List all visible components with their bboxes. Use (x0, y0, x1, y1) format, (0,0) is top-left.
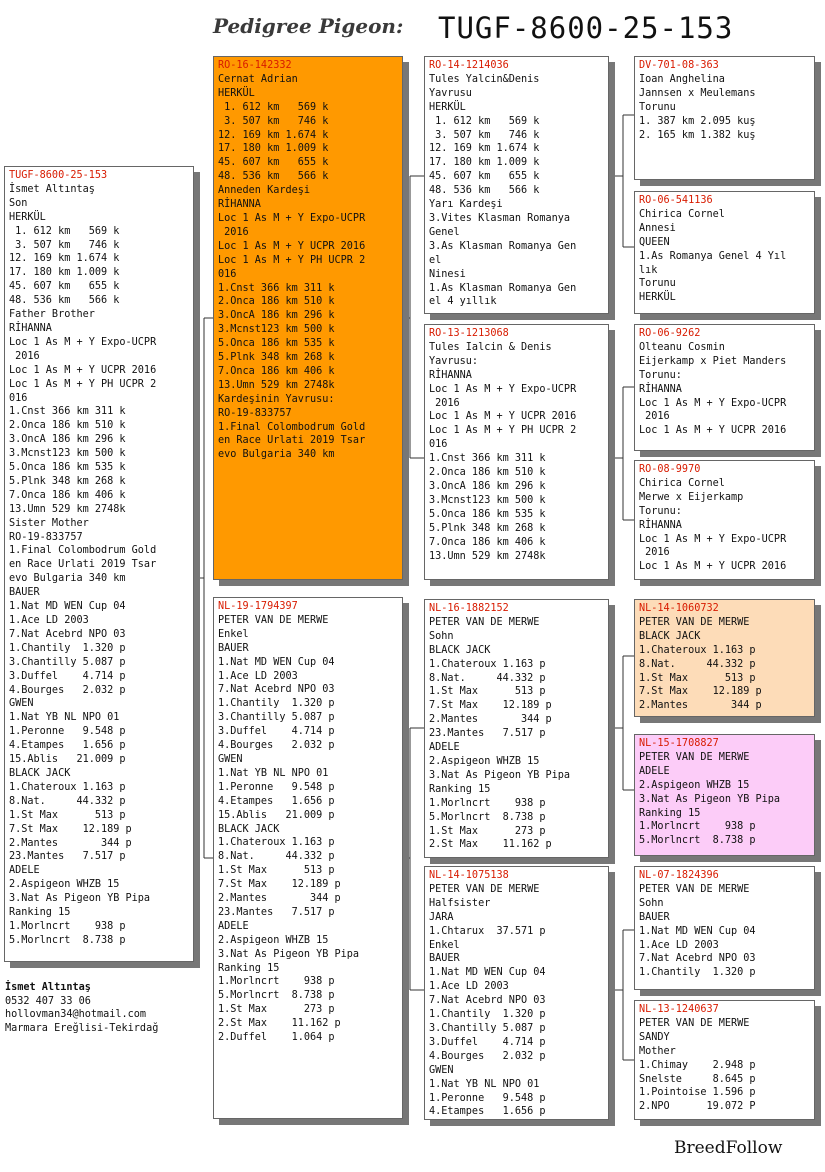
pedigree-line: 4.Etampes 1.656 p (429, 1106, 546, 1118)
pedigree-line: 1. 612 km 569 k (429, 115, 540, 127)
dam-ring-number: NL-19-1794397 (218, 601, 298, 612)
subject-details (9, 183, 190, 948)
pedigree-line: 4.Etampes 1.656 p (218, 795, 335, 807)
pedigree-line: 3. 507 km 746 k (429, 129, 540, 141)
dam-sire-dam-card (634, 734, 815, 856)
pedigree-line: Father Brother (9, 309, 95, 321)
pedigree-line: 7.St Max 12.189 p (9, 823, 132, 835)
pedigree-line: 1.Morlncrt 938 p (639, 821, 756, 833)
pedigree-line: 1.Cnst 366 km 311 k (9, 406, 126, 418)
pedigree-line: 1.Chantily 1.320 p (9, 642, 126, 654)
pedigree-line: Ioan Anghelina (639, 73, 725, 85)
pedigree-line: 17. 180 km 1.009 k (429, 157, 540, 169)
dam-dam-details (429, 883, 605, 1119)
pedigree-line: 2.Duffel 1.064 p (218, 1032, 335, 1044)
pedigree-line: QUEEN (639, 236, 670, 248)
pedigree-line: BAUER (429, 953, 460, 965)
pedigree-line: 3.Mcnst123 km 500 k (429, 494, 546, 506)
pedigree-line: 1.Chantily 1.320 p (218, 698, 335, 710)
dam-card (213, 597, 403, 1119)
ssd-details (639, 208, 811, 305)
pedigree-line: 3.Nat As Pigeon YB Pipa (218, 948, 360, 960)
pedigree-line: 45. 607 km 655 k (429, 171, 540, 183)
pedigree-line: JARA (429, 911, 454, 923)
pedigree-line: ADELE (9, 865, 40, 877)
pedigree-line: Sohn (639, 897, 664, 909)
pedigree-line: 1.Ace LD 2003 (639, 939, 719, 951)
pedigree-line: lık (639, 264, 658, 276)
pedigree-line: evo Bulgaria 340 km (218, 449, 335, 461)
pedigree-line: 2.Onca 186 km 510 k (218, 296, 335, 308)
pedigree-line: 2016 (218, 226, 249, 238)
pedigree-line: PETER VAN DE MERWE (429, 616, 540, 628)
pedigree-line: 5.Onca 186 km 535 k (218, 338, 335, 350)
pedigree-line: 2.Mantes 344 p (9, 837, 132, 849)
pedigree-line: 1.St Max 273 p (429, 825, 546, 837)
pedigree-line: PETER VAN DE MERWE (218, 614, 329, 626)
pedigree-line: 3.Mcnst123 km 500 k (9, 448, 126, 460)
dsd-details (639, 751, 811, 848)
sire-sire-card (424, 56, 609, 314)
sire-card (213, 56, 403, 580)
pedigree-line: Jannsen x Meulemans (639, 87, 756, 99)
pedigree-line: 1.Peronne 9.548 p (218, 781, 335, 793)
dam-sire-sire-card (634, 599, 815, 717)
pedigree-line: Ranking 15 (218, 962, 280, 974)
pedigree-line: 1.Morlncrt 938 p (218, 976, 335, 988)
pedigree-line: ADELE (218, 920, 249, 932)
pedigree-line: Halfsister (429, 897, 491, 909)
pedigree-line: BAUER (639, 911, 670, 923)
pedigree-line: Snelste 8.645 p (639, 1073, 756, 1085)
pedigree-line: 2.NPO 19.072 P (639, 1101, 756, 1113)
pedigree-line: 45. 607 km 655 k (218, 157, 329, 169)
pedigree-line: 3.Chantilly 5.087 p (429, 1022, 546, 1034)
pedigree-line: 016 (218, 268, 237, 280)
pedigree-line: 2.St Max 11.162 p (429, 839, 552, 851)
sire-sire-details (429, 73, 605, 309)
pedigree-line: 3.OncA 186 km 296 k (218, 310, 335, 322)
owner-name: İsmet Altıntaş (5, 982, 91, 993)
pedigree-line: 3.Nat As Pigeon YB Pipa (429, 769, 571, 781)
pedigree-line: Chirica Cornel (639, 477, 725, 489)
pedigree-line: 1. 387 km 2.095 kuş (639, 115, 756, 127)
pedigree-line: PETER VAN DE MERWE (639, 616, 750, 628)
pedigree-line: 1.Nat YB NL NPO 01 (429, 1078, 540, 1090)
pedigree-line: 3.Duffel 4.714 p (218, 726, 335, 738)
pedigree-line: 3.Chantilly 5.087 p (218, 712, 335, 724)
pedigree-line: 1.St Max 513 p (639, 672, 756, 684)
pedigree-line: Olteanu Cosmin (639, 341, 725, 353)
pedigree-line: 48. 536 km 566 k (429, 185, 540, 197)
pedigree-line: HERKÜL (639, 292, 676, 304)
ddd-ring-number: NL-13-1240637 (639, 1004, 719, 1015)
sire-dam-card (424, 324, 609, 580)
pedigree-line: Eijerkamp x Piet Manders (639, 355, 787, 367)
pedigree-line: ADELE (639, 765, 670, 777)
pedigree-line: 1.Chantily 1.320 p (639, 967, 756, 979)
pedigree-line: 5.Plnk 348 km 268 k (9, 475, 126, 487)
pedigree-line: BAUER (9, 587, 40, 599)
pedigree-line: 2. 165 km 1.382 kuş (639, 129, 756, 141)
pedigree-line: Loc 1 As M + Y Expo-UCPR (429, 383, 577, 395)
pedigree-line: 2.Mantes 344 p (218, 893, 341, 905)
pedigree-line: Yavrusu (429, 87, 472, 99)
pedigree-line: Kardeşinin Yavrusu: (218, 393, 335, 405)
dss-ring-number: NL-14-1060732 (639, 603, 719, 614)
sds-details (639, 341, 811, 438)
pedigree-line: HERKÜL (9, 211, 46, 223)
pedigree-line: 13.Umn 529 km 2748k (9, 503, 126, 515)
sss-details (639, 73, 811, 143)
sire-details (218, 73, 399, 462)
pedigree-line: 12. 169 km 1.674 k (218, 129, 329, 141)
pedigree-ring-number: TUGF-8600-25-153 (438, 11, 734, 45)
pedigree-line: 3.Nat As Pigeon YB Pipa (9, 893, 151, 905)
pedigree-line: PETER VAN DE MERWE (639, 751, 750, 763)
pedigree-line: 1.Nat MD WEN Cup 04 (639, 925, 756, 937)
dam-sire-ring-number: NL-16-1882152 (429, 603, 509, 614)
pedigree-line: 1.Final Colombodrum Gold (218, 421, 366, 433)
pedigree-line: GWEN (218, 753, 243, 765)
pedigree-line: RİHANNA (429, 369, 472, 381)
pedigree-line: 2.Aspigeon WHZB 15 (639, 779, 750, 791)
pedigree-line: 8.Nat. 44.332 p (429, 672, 546, 684)
pedigree-line: Loc 1 As M + Y Expo-UCPR (9, 336, 157, 348)
pedigree-line: SANDY (639, 1031, 670, 1043)
pedigree-line: 1.Nat YB NL NPO 01 (9, 712, 120, 724)
pedigree-line: 1.Final Colombodrum Gold (9, 545, 157, 557)
sire-sire-dam-card (634, 191, 815, 314)
pedigree-line: 1.As Romanya Genel 4 Yıl (639, 250, 787, 262)
pedigree-line: HERKÜL (429, 101, 466, 113)
pedigree-line: 3.As Klasman Romanya Gen (429, 240, 577, 252)
pedigree-line: Son (9, 197, 28, 209)
pedigree-line: Mother (639, 1045, 676, 1057)
subject-pigeon-card (4, 166, 194, 962)
pedigree-line: RİHANNA (9, 322, 52, 334)
sdd-details (639, 477, 811, 574)
pedigree-line: 7.Onca 186 km 406 k (429, 536, 546, 548)
pedigree-line: 1.Chateroux 1.163 p (429, 658, 546, 670)
pedigree-line: Loc 1 As M + Y PH UCPR 2 (218, 254, 366, 266)
pedigree-line: Loc 1 As M + Y Expo-UCPR (218, 212, 366, 224)
pedigree-line: Tules Ialcin & Denis (429, 341, 552, 353)
pedigree-line: 2.Aspigeon WHZB 15 (9, 879, 120, 891)
pedigree-line: 016 (9, 392, 28, 404)
pedigree-line: 3. 507 km 746 k (218, 115, 329, 127)
pedigree-line: Torunu (639, 278, 676, 290)
pedigree-line: İsmet Altıntaş (9, 183, 95, 195)
pedigree-line: 1.Morlncrt 938 p (429, 797, 546, 809)
pedigree-line: 1.Cnst 366 km 311 k (218, 282, 335, 294)
pedigree-line: 17. 180 km 1.009 k (9, 267, 120, 279)
pedigree-line: 1.Chateroux 1.163 p (9, 781, 126, 793)
pedigree-line: 2.Onca 186 km 510 k (9, 420, 126, 432)
pedigree-line: 8.Nat. 44.332 p (639, 658, 756, 670)
pedigree-line: Loc 1 As M + Y Expo-UCPR (639, 533, 787, 545)
pedigree-line: 4.Bourges 2.032 p (9, 684, 126, 696)
pedigree-line: BLACK JACK (639, 630, 701, 642)
pedigree-line: 7.St Max 12.189 p (639, 686, 762, 698)
owner-contact (5, 981, 158, 1035)
pedigree-line: 2016 (639, 411, 670, 423)
pedigree-line: Ranking 15 (639, 807, 701, 819)
pedigree-line: 1.Nat YB NL NPO 01 (218, 767, 329, 779)
sire-dam-details (429, 341, 605, 564)
pedigree-line: Ranking 15 (429, 783, 491, 795)
pedigree-line: 1.Ace LD 2003 (218, 670, 298, 682)
dam-dam-dam-card (634, 1000, 815, 1120)
pedigree-line: 1.Nat MD WEN Cup 04 (9, 601, 126, 613)
pedigree-line: Torunu: (639, 369, 682, 381)
pedigree-line: 23.Mantes 7.517 p (9, 851, 126, 863)
pedigree-line: Ranking 15 (9, 907, 71, 919)
pedigree-line: 1.St Max 273 p (218, 1004, 335, 1016)
pedigree-line: PETER VAN DE MERWE (429, 883, 540, 895)
pedigree-line: 5.Onca 186 km 535 k (9, 462, 126, 474)
pedigree-line: 1.Ace LD 2003 (9, 615, 89, 626)
pedigree-line: ADELE (429, 742, 460, 754)
pedigree-line: Merwe x Eijerkamp (639, 491, 744, 503)
pedigree-line: GWEN (429, 1064, 454, 1076)
pedigree-line: PETER VAN DE MERWE (639, 1017, 750, 1029)
pedigree-line: Loc 1 As M + Y PH UCPR 2 (429, 425, 577, 437)
pedigree-line: 2.St Max 11.162 p (218, 1018, 341, 1030)
pedigree-line: 12. 169 km 1.674 k (9, 253, 120, 265)
pedigree-line: 23.Mantes 7.517 p (429, 728, 546, 740)
pedigree-line: Ninesi (429, 268, 466, 280)
pedigree-line: 4.Bourges 2.032 p (429, 1050, 546, 1062)
pedigree-line: 1.Cnst 366 km 311 k (429, 453, 546, 465)
pedigree-line: 1.Chateroux 1.163 p (218, 837, 335, 849)
pedigree-line: 3.Duffel 4.714 p (429, 1036, 546, 1048)
sire-ring-number: RO-16-142332 (218, 60, 292, 71)
pedigree-line: GWEN (9, 698, 34, 710)
pedigree-line: 7.St Max 12.189 p (218, 879, 341, 891)
pedigree-line: RİHANNA (639, 519, 682, 531)
pedigree-line: 1.St Max 513 p (429, 686, 546, 698)
pedigree-line: 1.St Max 513 p (218, 865, 335, 877)
pedigree-line: RO-19-833757 (218, 407, 292, 419)
dam-sire-card (424, 599, 609, 858)
pedigree-line: Loc 1 As M + Y UCPR 2016 (9, 364, 157, 376)
pedigree-line: en Race Urlati 2019 Tsar (9, 559, 157, 571)
pedigree-line: 1.St Max 513 p (9, 809, 126, 821)
pedigree-line: 3. 507 km 746 k (9, 239, 120, 251)
pedigree-line: evo Bulgaria 340 km (9, 573, 126, 585)
pedigree-line: PETER VAN DE MERWE (639, 883, 750, 895)
pedigree-line: 7.Nat Acebrd NPO 03 (429, 995, 546, 1007)
dsd-ring-number: NL-15-1708827 (639, 738, 719, 749)
pedigree-line: 13.Umn 529 km 2748k (429, 550, 546, 562)
pedigree-line: 5.Morlncrt 8.738 p (218, 990, 335, 1002)
dds-details (639, 883, 811, 980)
pedigree-line: 4.Etampes 1.656 p (9, 740, 126, 752)
pedigree-line: 2016 (429, 397, 460, 409)
dss-details (639, 616, 811, 713)
pedigree-line: Yavrusu: (429, 355, 479, 367)
pedigree-line: 17. 180 km 1.009 k (218, 143, 329, 155)
sire-sire-ring-number: RO-14-1214036 (429, 60, 509, 71)
pedigree-line: RO-19-833757 (9, 531, 83, 543)
dam-details (218, 614, 399, 1045)
pedigree-line: Enkel (429, 939, 460, 951)
pedigree-line: Loc 1 As M + Y UCPR 2016 (218, 240, 366, 252)
pedigree-line: 1.Chimay 2.948 p (639, 1059, 756, 1071)
pedigree-line: 1.Peronne 9.548 p (429, 1092, 546, 1104)
pedigree-line: 3.Chantilly 5.087 p (9, 656, 126, 668)
pedigree-line: el 4 yıllık (429, 296, 497, 308)
pedigree-line: 15.Ablis 21.009 p (9, 754, 126, 766)
pedigree-line: Tules Yalcin&Denis (429, 73, 540, 85)
pedigree-line: en Race Urlati 2019 Tsar (218, 435, 366, 447)
brand-logo: BreedFollow (674, 1138, 783, 1158)
dds-ring-number: NL-07-1824396 (639, 870, 719, 881)
pedigree-line: 8.Nat. 44.332 p (218, 851, 335, 863)
sdd-ring-number: RO-08-9970 (639, 464, 701, 475)
pedigree-line: Loc 1 As M + Y UCPR 2016 (639, 425, 787, 437)
dam-dam-card (424, 866, 609, 1120)
sire-dam-ring-number: RO-13-1213068 (429, 328, 509, 339)
pedigree-line: 5.Plnk 348 km 268 k (218, 352, 335, 364)
subject-ring-number: TUGF-8600-25-153 (9, 170, 108, 181)
pedigree-line: BLACK JACK (429, 644, 491, 656)
pedigree-line: 1.Ace LD 2003 (429, 981, 509, 993)
pedigree-line: 13.Umn 529 km 2748k (218, 379, 335, 391)
pedigree-line: 5.Morlncrt 8.738 p (429, 811, 546, 823)
pedigree-line: 5.Plnk 348 km 268 k (429, 522, 546, 534)
dam-sire-details (429, 616, 605, 852)
pedigree-line: Sohn (429, 630, 454, 642)
pedigree-line: Loc 1 As M + Y Expo-UCPR (639, 397, 787, 409)
pedigree-line: RİHANNA (218, 199, 261, 211)
pedigree-line: BLACK JACK (218, 823, 280, 835)
pedigree-line: RİHANNA (639, 383, 682, 395)
pedigree-line: 12. 169 km 1.674 k (429, 143, 540, 155)
pedigree-line: Loc 1 As M + Y UCPR 2016 (429, 411, 577, 423)
pedigree-line: 7.Nat Acebrd NPO 03 (218, 684, 335, 696)
pedigree-line: 3.OncA 186 km 296 k (429, 480, 546, 492)
pedigree-line: el (429, 254, 442, 266)
pedigree-line: 48. 536 km 566 k (9, 295, 120, 307)
sire-dam-dam-card (634, 460, 815, 580)
pedigree-line: 2.Onca 186 km 510 k (429, 467, 546, 479)
pedigree-line: 23.Mantes 7.517 p (218, 906, 335, 918)
ssd-ring-number: RO-06-541136 (639, 195, 713, 206)
pedigree-line: 4.Bourges 2.032 p (218, 740, 335, 752)
owner-location: Marmara Ereğlisi-Tekirdağ (5, 1022, 159, 1034)
pedigree-line: 1.Morlncrt 938 p (9, 920, 126, 932)
pedigree-line: Chirica Cornel (639, 208, 725, 220)
pedigree-line: 5.Morlncrt 8.738 p (9, 934, 126, 946)
owner-email[interactable]: hollovman34@hotmail.com (5, 1009, 147, 1021)
pedigree-title: Pedigree Pigeon: (213, 14, 404, 38)
pedigree-line: 2.Aspigeon WHZB 15 (429, 755, 540, 767)
dam-dam-sire-card (634, 866, 815, 990)
pedigree-line: Sister Mother (9, 517, 89, 529)
pedigree-line: Annesi (639, 222, 676, 234)
pedigree-line: 1. 612 km 569 k (218, 101, 329, 113)
pedigree-line: BAUER (218, 642, 249, 654)
pedigree-line: 2.Mantes 344 p (639, 700, 762, 712)
pedigree-line: 7.Onca 186 km 406 k (9, 489, 126, 501)
pedigree-line: 5.Onca 186 km 535 k (429, 508, 546, 520)
sds-ring-number: RO-06-9262 (639, 328, 701, 339)
ddd-details (639, 1017, 811, 1114)
pedigree-line: 3.Duffel 4.714 p (9, 670, 126, 682)
pedigree-line: 3.Vites Klasman Romanya (429, 212, 571, 224)
pedigree-line: 1.Chantily 1.320 p (429, 1009, 546, 1021)
pedigree-line: Cernat Adrian (218, 73, 298, 85)
sss-ring-number: DV-701-08-363 (639, 60, 719, 71)
pedigree-line: Anneden Kardeşi (218, 185, 311, 197)
pedigree-line: 7.Nat Acebrd NPO 03 (9, 628, 126, 640)
pedigree-line: 5.Morlncrt 8.738 p (639, 835, 756, 847)
pedigree-line: 1.Nat MD WEN Cup 04 (429, 967, 546, 979)
owner-phone: 0532 407 33 06 (5, 995, 91, 1007)
pedigree-line: HERKÜL (218, 87, 255, 99)
pedigree-line: 2.Mantes 344 p (429, 714, 552, 726)
pedigree-line: 7.St Max 12.189 p (429, 700, 552, 712)
pedigree-line: Loc 1 As M + Y UCPR 2016 (639, 561, 787, 573)
sire-dam-sire-card (634, 324, 815, 451)
pedigree-line: Enkel (218, 628, 249, 640)
pedigree-line: 1.Chtarux 37.571 p (429, 925, 546, 937)
pedigree-line: BLACK JACK (9, 767, 71, 779)
pedigree-line: 8.Nat. 44.332 p (9, 795, 126, 807)
pedigree-line: 1.As Klasman Romanya Gen (429, 282, 577, 294)
pedigree-line: 7.Onca 186 km 406 k (218, 365, 335, 377)
pedigree-line: 2016 (9, 350, 40, 362)
pedigree-line: 016 (429, 439, 448, 451)
pedigree-line: Torunu: (639, 505, 682, 517)
pedigree-line: Loc 1 As M + Y PH UCPR 2 (9, 378, 157, 390)
pedigree-line: 3.OncA 186 km 296 k (9, 434, 126, 446)
pedigree-line: 48. 536 km 566 k (218, 171, 329, 183)
pedigree-line: 3.Mcnst123 km 500 k (218, 324, 335, 336)
pedigree-line: 15.Ablis 21.009 p (218, 809, 335, 821)
dam-dam-ring-number: NL-14-1075138 (429, 870, 509, 881)
pedigree-line: 2016 (639, 547, 670, 559)
pedigree-line: 45. 607 km 655 k (9, 281, 120, 293)
pedigree-line: 7.Nat Acebrd NPO 03 (639, 953, 756, 965)
pedigree-line: 1.Nat MD WEN Cup 04 (218, 656, 335, 668)
pedigree-line: 1. 612 km 569 k (9, 225, 120, 237)
pedigree-line: 1.Peronne 9.548 p (9, 726, 126, 738)
pedigree-line: 1.Pointoise 1.596 p (639, 1087, 756, 1099)
pedigree-line: 3.Nat As Pigeon YB Pipa (639, 793, 781, 805)
pedigree-line: Torunu (639, 101, 676, 113)
pedigree-line: Yarı Kardeşi (429, 199, 503, 211)
pedigree-line: 1.Chateroux 1.163 p (639, 644, 756, 656)
pedigree-line: 2.Aspigeon WHZB 15 (218, 934, 329, 946)
pedigree-line: Genel (429, 226, 460, 238)
sire-sire-sire-card (634, 56, 815, 180)
